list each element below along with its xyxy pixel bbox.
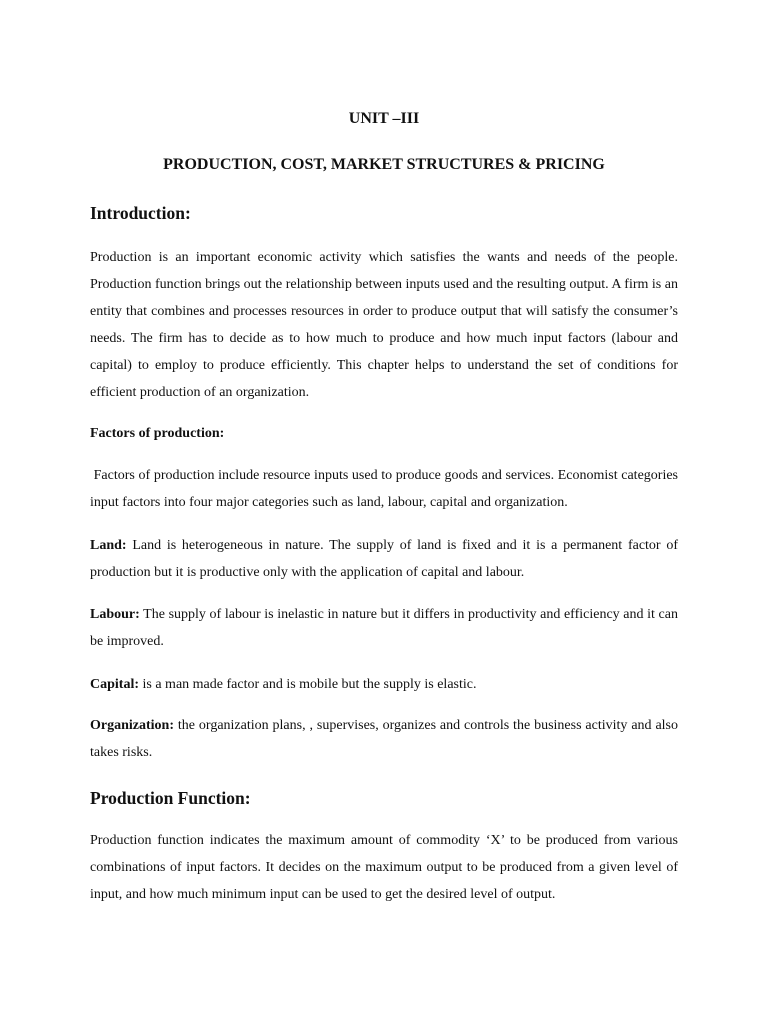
introduction-paragraph: Production is an important economic activity which satisfies the wants and needs of the people. Production function brings out the relationship between inputs used and the resulting output. A firm is an entity that combines and processes resources in order to produce output that will satisfy the consumer’s needs. The firm has to decide as to how much to produce and how much input factors (labour and capital) to employ to produce efficiently. This chapter helps to understand the set of conditions for efficient production of an organization.: [90, 250, 678, 400]
production-function-paragraph: Production function indicates the maximum amount of commodity ‘X’ to be produced from various combinations of input factors. It decides on the maximum output to be produced from a given level of input, and how much minimum input can be used to get the desired level of output.: [90, 833, 678, 902]
land-label: Land:: [90, 538, 127, 553]
factors-heading: Factors of production:: [90, 426, 225, 441]
labour-text: The supply of labour is inelastic in nature but it differs in productivity and efficiency and it can be improved.: [90, 607, 678, 649]
organization-label: Organization:: [90, 718, 174, 733]
land-text: Land is heterogeneous in nature. The supply of land is fixed and it is a permanent factor of production but it is productive only with the application of capital and labour.: [90, 538, 678, 580]
capital-label: Capital:: [90, 677, 139, 692]
factors-paragraph: Factors of production include resource inputs used to produce goods and services. Economist categories input factors into four major categories such as land, labour, capital and organization.: [90, 468, 678, 510]
introduction-heading: Introduction:: [90, 203, 191, 223]
capital-text: is a man made factor and is mobile but the supply is elastic.: [139, 677, 477, 692]
unit-title: UNIT –III: [348, 110, 420, 127]
capital-paragraph: [90, 671, 678, 698]
organization-text: the organization plans, , supervises, organizes and controls the business activity and also takes risks.: [90, 718, 678, 760]
land-paragraph: [90, 532, 678, 586]
chapter-title: PRODUCTION, COST, MARKET STRUCTURES & PRICING: [163, 156, 605, 173]
labour-paragraph: [90, 601, 678, 655]
organization-paragraph: [90, 712, 678, 766]
document-page: [90, 0, 678, 1024]
labour-label: Labour:: [90, 607, 140, 622]
production-function-heading: Production Function:: [90, 788, 251, 808]
